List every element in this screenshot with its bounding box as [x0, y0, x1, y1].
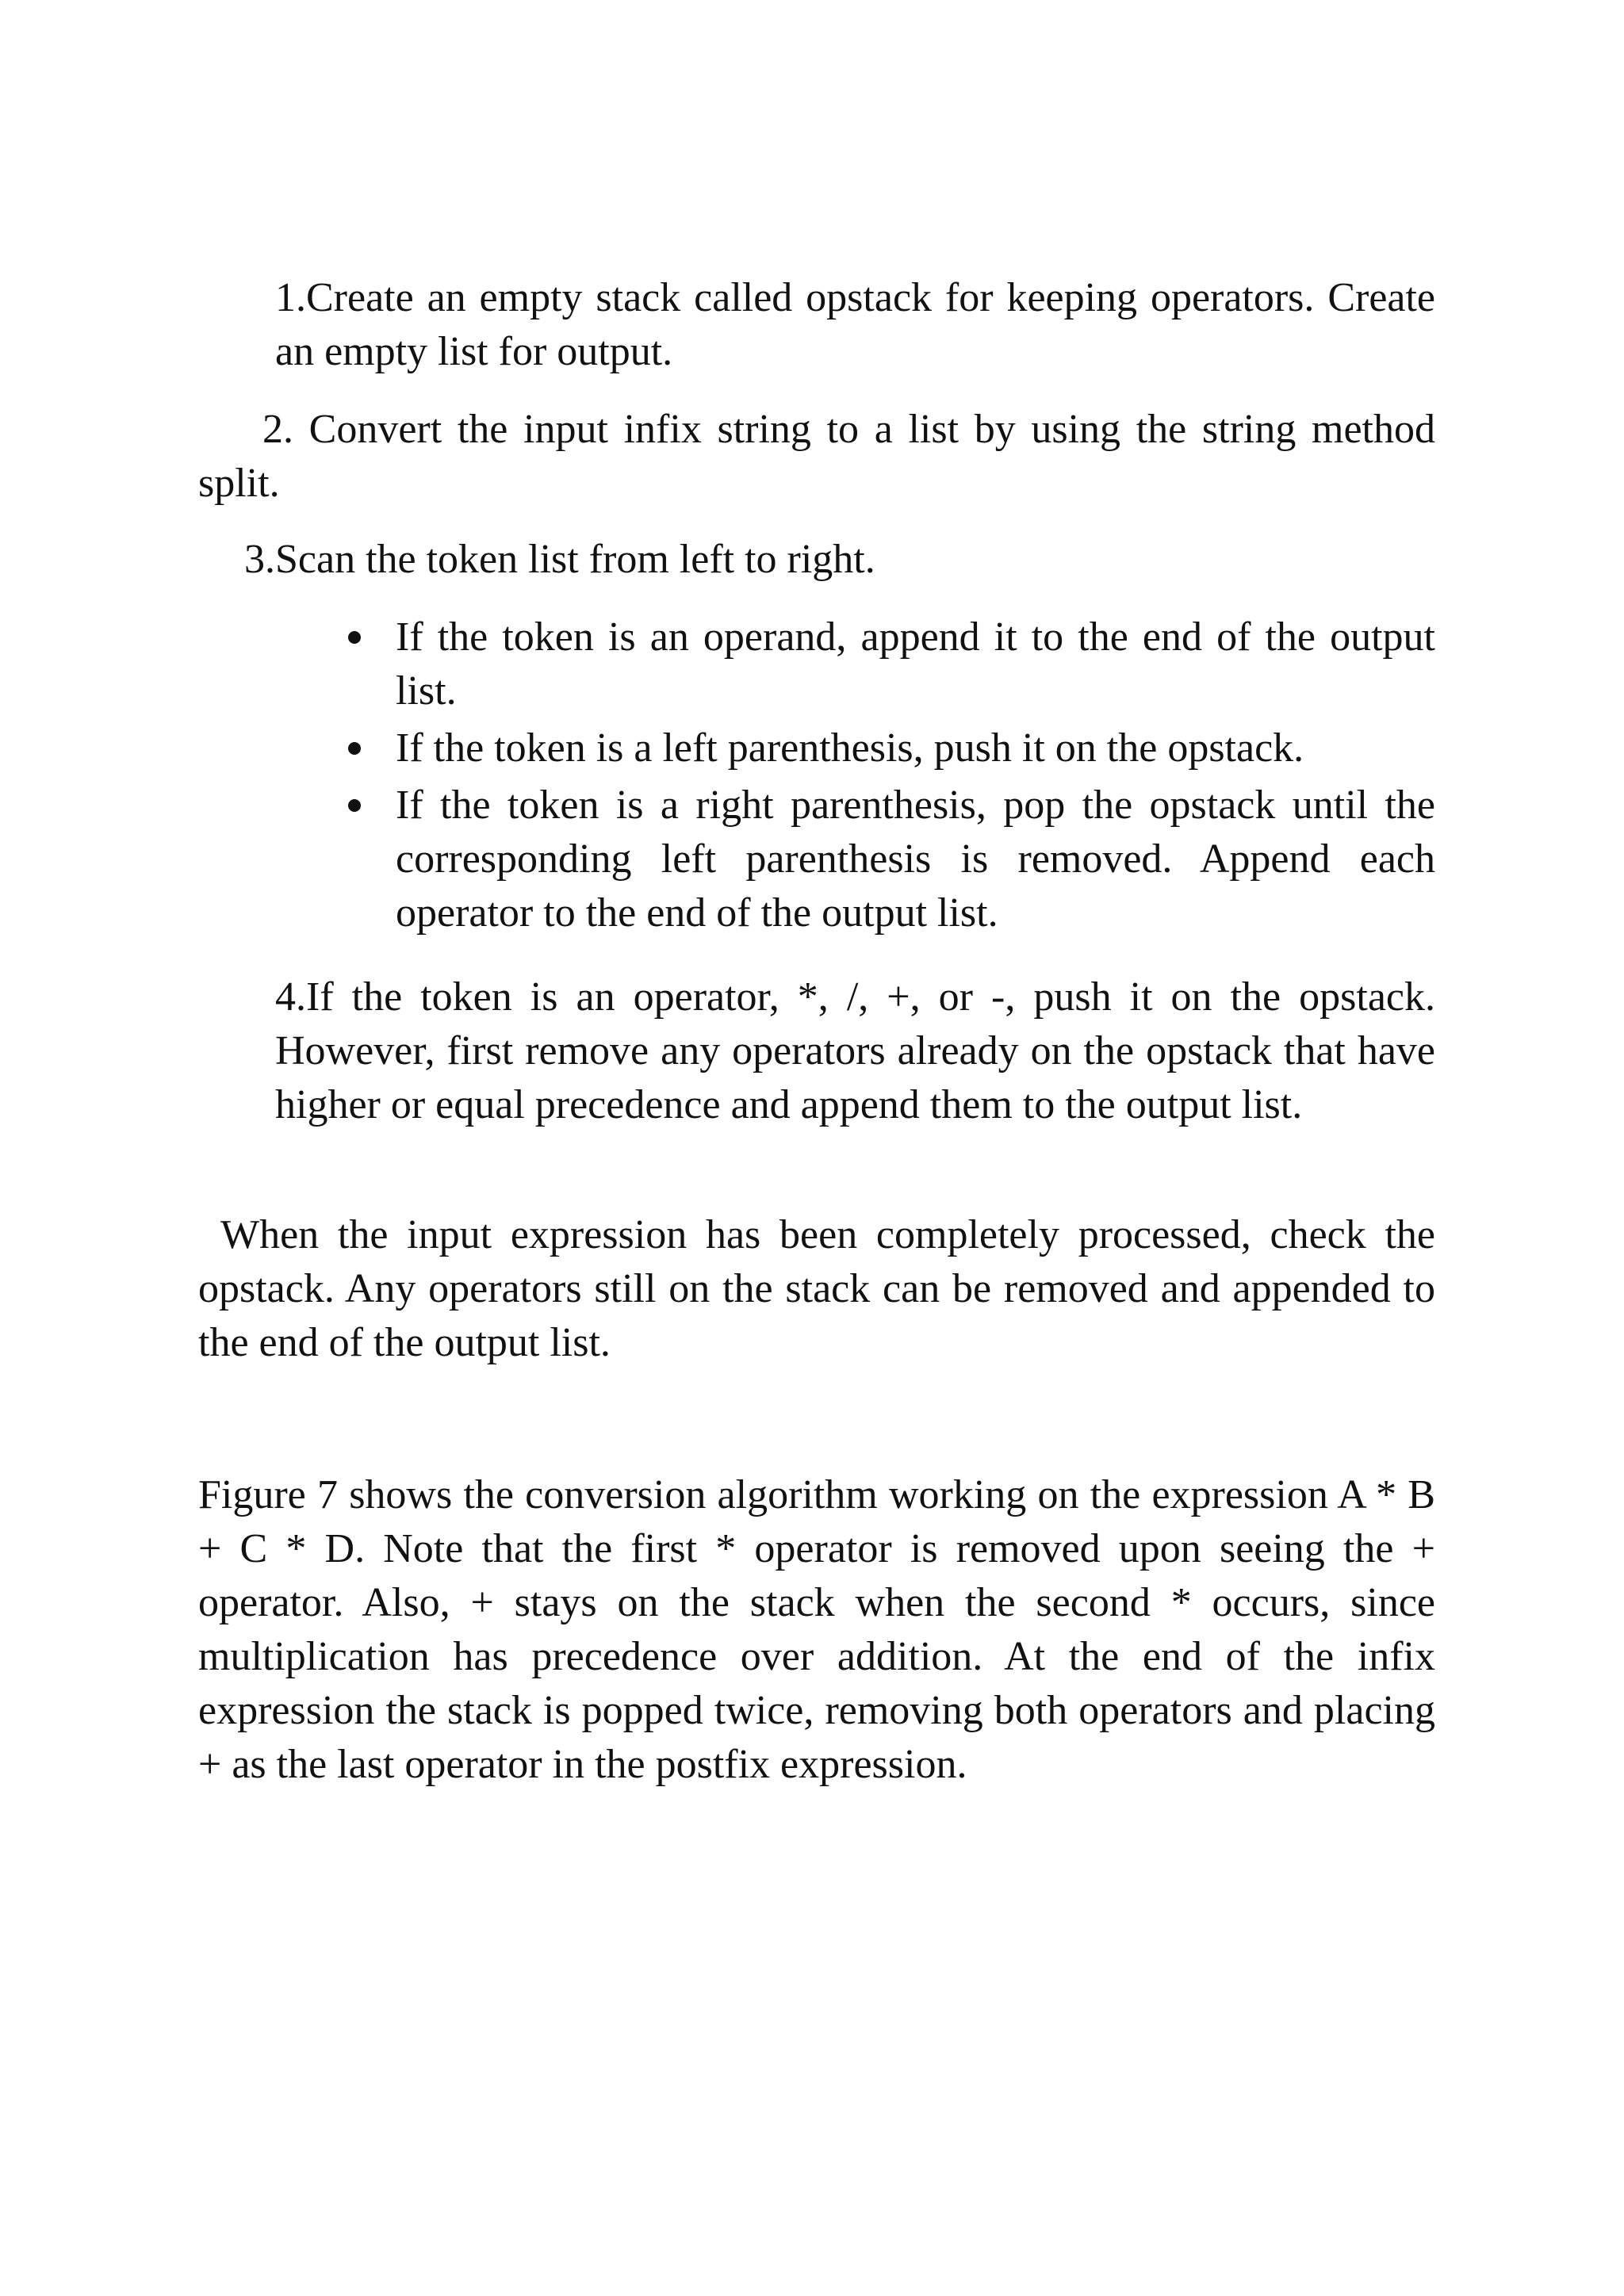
- figure-description-paragraph: Figure 7 shows the conversion algorithm working on the expression A * B + C * D. Note that the first * operator is removed upon seeing the + operator. Also, + stays on the stack when the second * occurs, since multiplication has precedence over addition. At the end of the infix expression the stack is popped twice, removing both operators and placing + as the last operator in the postfix expression.: [198, 1472, 1435, 1787]
- closing-paragraph: When the input expression has been completely processed, check the opstack. Any operators still on the stack can be removed and appended to the end of the output list.: [198, 1212, 1435, 1365]
- list-item: [339, 610, 1435, 718]
- step-4-paragraph: 4.If the token is an operator, *, /, +, or -, push it on the opstack. However, first remove any operators already on the opstack that have higher or equal precedence and append them to the output list.: [275, 974, 1435, 1127]
- list-item-text: If the token is a left parenthesis, push it on the opstack.: [396, 725, 1304, 771]
- step-1-paragraph: 1.Create an empty stack called opstack for keeping operators. Create an empty list for output.: [275, 275, 1435, 374]
- list-item: [339, 779, 1435, 940]
- step-3-paragraph: 3.Scan the token list from left to right.: [244, 537, 875, 582]
- bullet-icon: [348, 742, 361, 755]
- bullet-icon: [348, 799, 361, 812]
- step-2-paragraph: 2. Convert the input infix string to a list by using the string method split.: [198, 407, 1435, 506]
- token-rules-list: [339, 610, 1435, 943]
- list-item: [339, 721, 1435, 775]
- list-item-text: If the token is an operand, append it to the end of the output list.: [396, 614, 1435, 714]
- bullet-icon: [348, 631, 361, 644]
- list-item-text: If the token is a right parenthesis, pop the opstack until the corresponding left parenthesis is removed. Append each operator to the end of the output list.: [396, 783, 1435, 936]
